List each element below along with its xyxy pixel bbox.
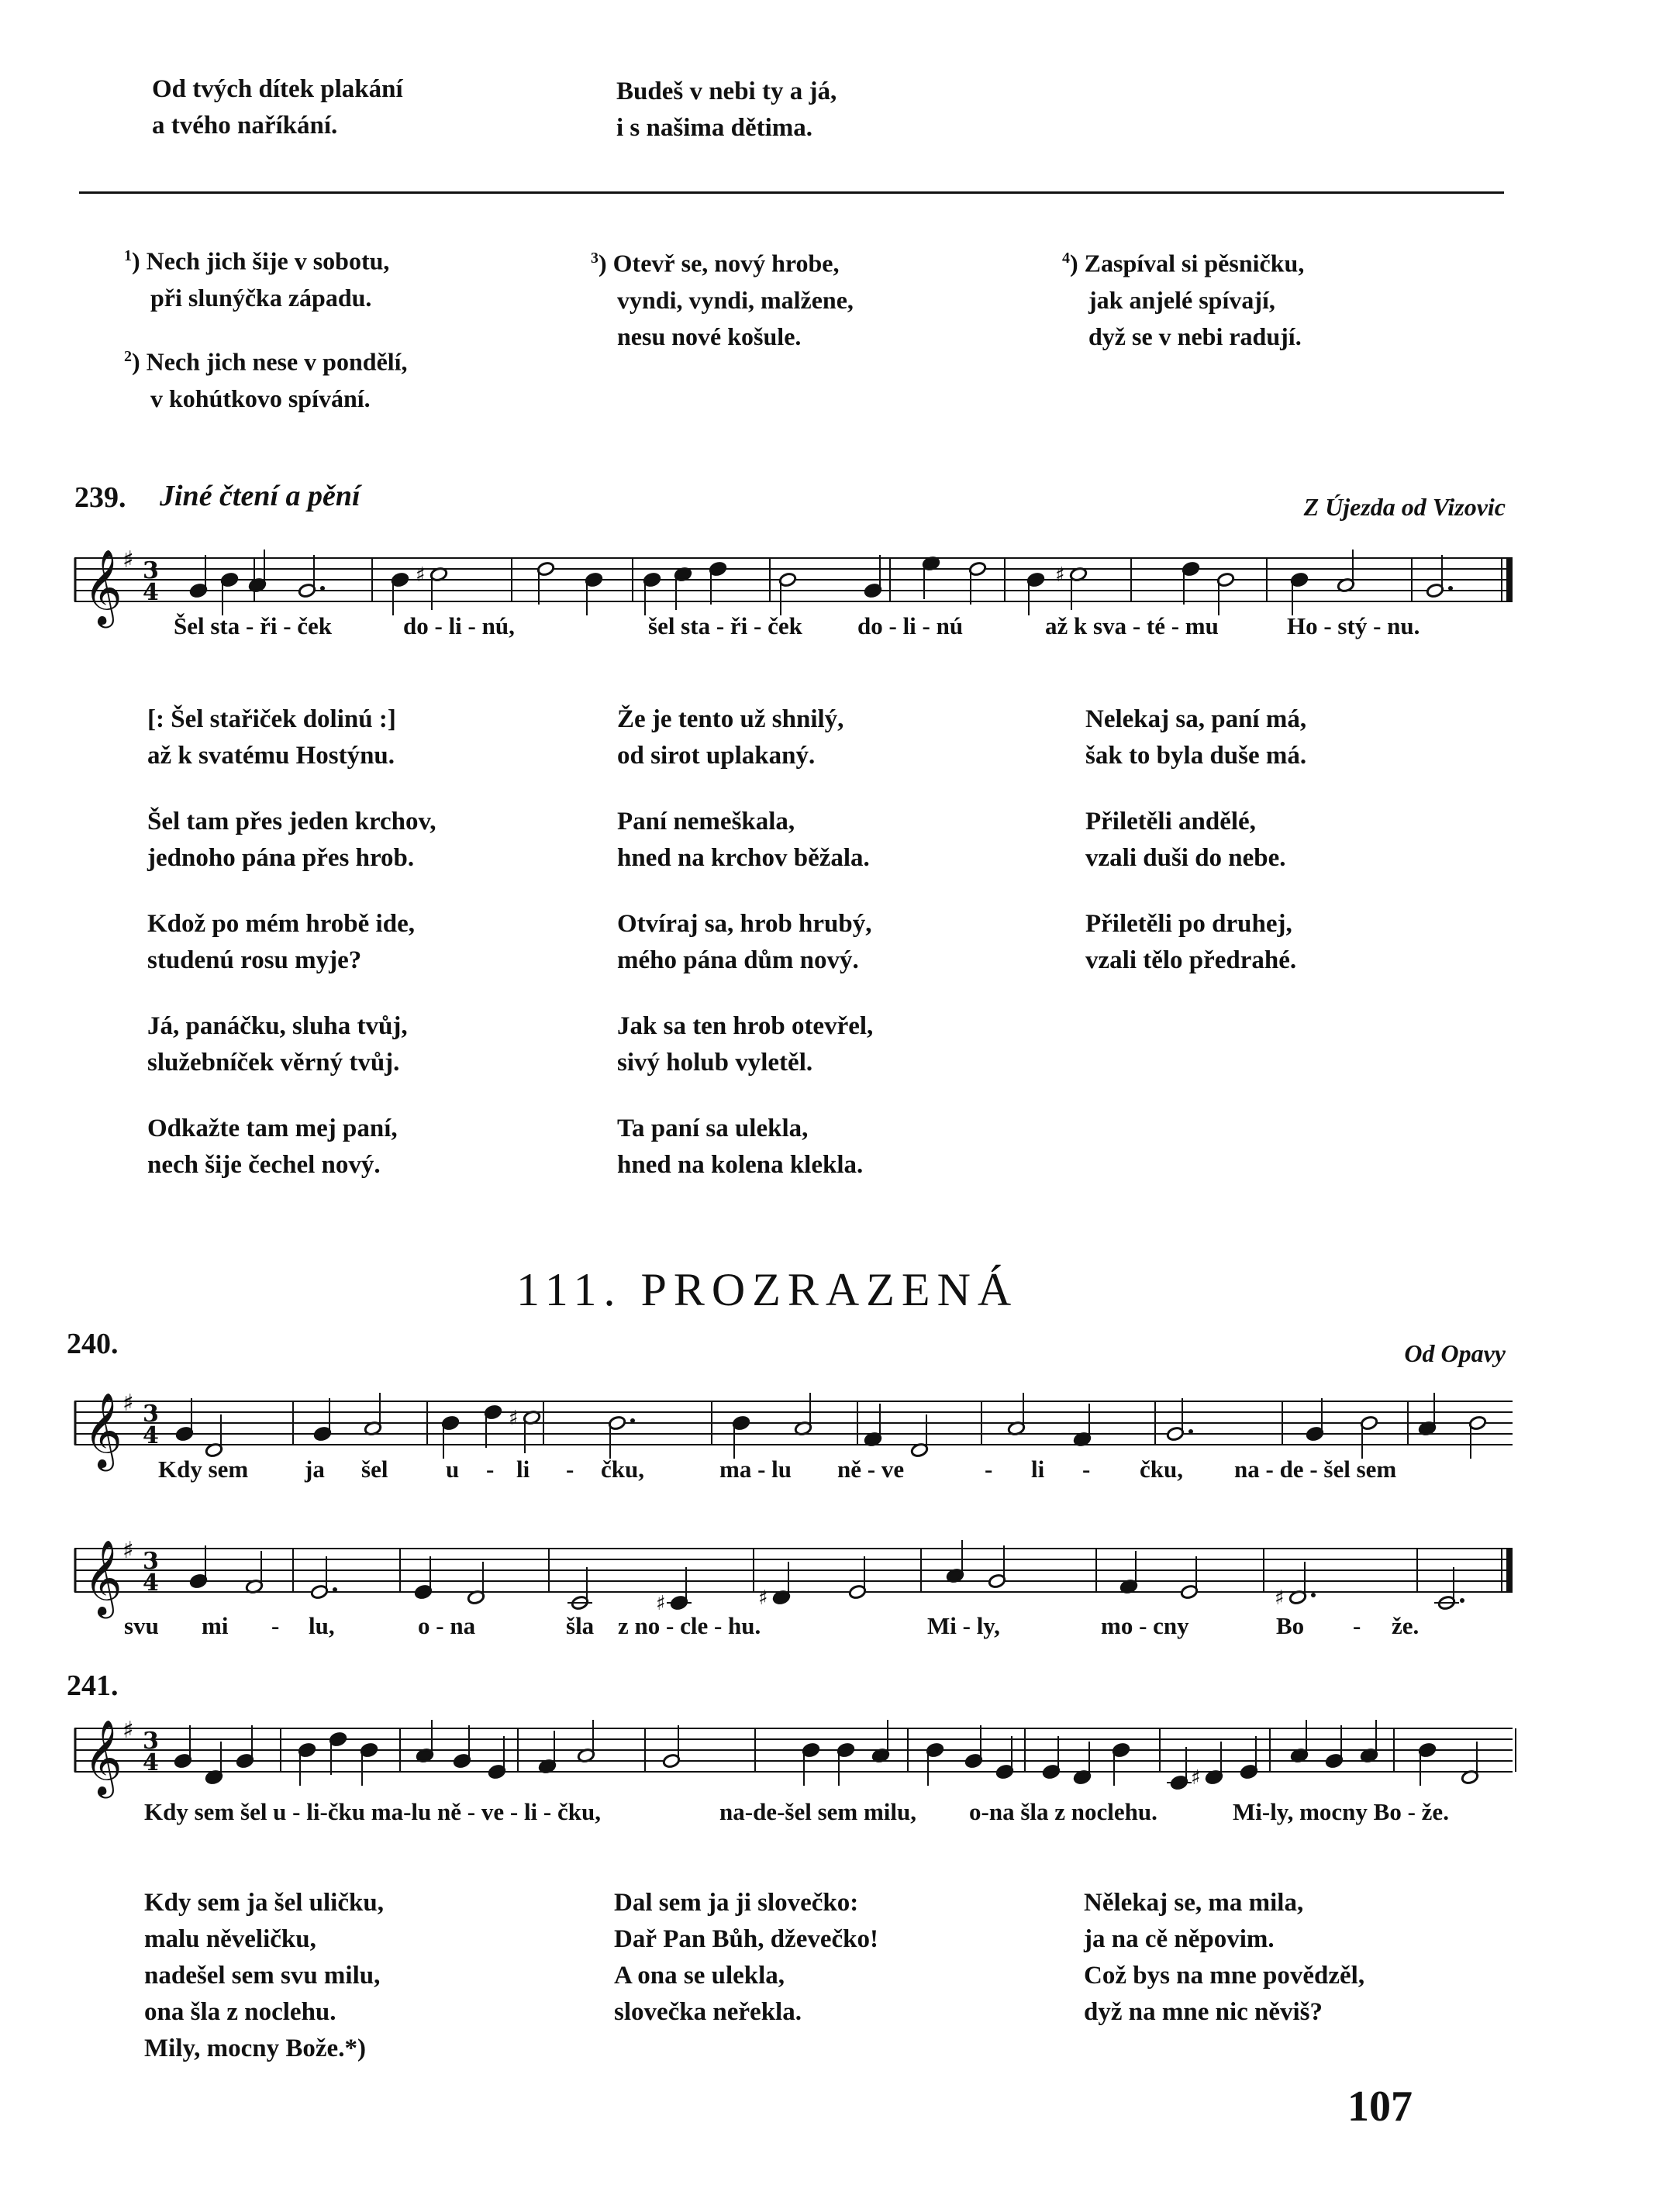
stanza-line: Dal sem ja ji slovečko:: [614, 1889, 859, 1917]
footnote-mark: 2: [124, 348, 132, 365]
stanza-241-3: [1084, 1885, 1364, 2031]
top-stanza-right: [616, 74, 837, 146]
sharp-icon: ♯: [122, 1537, 134, 1564]
section-title: 111. PROZRAZENÁ: [516, 1264, 1019, 1315]
dot: [320, 586, 325, 591]
stanza-line: studenú rosu myje?: [147, 946, 362, 974]
footnote-3: $^3$) Otevř se, nový hrobe, vyndi, vyndi, malžene, nesu nové košule.: [591, 240, 854, 355]
sharp-icon: ♯: [416, 563, 426, 587]
lyric-syllables: na-de-šel sem milu,: [719, 1798, 917, 1825]
stanza-line: nadešel sem svu milu,: [144, 1962, 381, 1990]
lyric-syllable: o - na: [418, 1612, 476, 1639]
sharp-icon: ♯: [1275, 1587, 1285, 1610]
lyric-syllable: čku,: [1140, 1456, 1183, 1483]
stanza-line: Odkažte tam mej paní,: [147, 1115, 398, 1142]
final-barline: [1506, 1549, 1513, 1592]
sharp-icon: ♯: [122, 1717, 134, 1744]
song-number: 239.: [74, 481, 126, 514]
stanza-241-2: [614, 1885, 878, 2031]
lyric-syllable: mo - cny: [1101, 1612, 1189, 1639]
lyric-syllable: li: [1031, 1456, 1045, 1483]
stanza-line: Což bys na mne povědzěl,: [1084, 1962, 1365, 1990]
footnote-line: Otevř se, nový hrobe,: [612, 249, 840, 277]
dot: [1311, 1593, 1316, 1597]
stanza-line: hned na kolena klekla.: [617, 1151, 864, 1179]
lyric-syllable: lu,: [309, 1612, 335, 1639]
lyric-syllable: -: [1353, 1612, 1361, 1639]
footnote-mark: 4: [1062, 250, 1070, 267]
time-signature-bottom: 4: [143, 1749, 159, 1776]
dot: [1460, 1598, 1464, 1603]
song-origin: Od Opavy: [1404, 1339, 1506, 1367]
lyric-syllables: Mi-ly, mocny Bo - že.: [1233, 1798, 1449, 1825]
lyric-syllable: Kdy sem: [158, 1456, 249, 1483]
stanza-line: Budeš v nebi ty a já,: [616, 78, 837, 105]
treble-clef-icon: 𝄞: [84, 1719, 122, 1795]
stanza-line: Já, panáčku, sluha tvůj,: [147, 1012, 408, 1040]
lyric-syllable: u: [446, 1456, 460, 1483]
stanza-line: vzali duši do nebe.: [1085, 844, 1286, 872]
lyric-syllables: o-na šla z noclehu.: [969, 1798, 1157, 1825]
stanza-line: od sirot uplakaný.: [617, 742, 816, 770]
time-signature-top: 3: [143, 1548, 159, 1575]
lyric-syllable: na - de - šel sem: [1234, 1456, 1397, 1483]
stanza-line: Kdož po mém hrobě ide,: [147, 910, 415, 938]
lyric-syllable: li: [516, 1456, 530, 1483]
stanza-line: Přiletěli po druhej,: [1085, 910, 1292, 938]
sharp-icon: ♯: [758, 1587, 768, 1610]
stanza-line: dyž na mne nic něviš?: [1084, 1998, 1323, 2026]
sharp-icon: ♯: [1191, 1766, 1201, 1790]
treble-clef-icon: 𝄞: [84, 549, 122, 625]
footnote-mark: 1: [124, 247, 132, 264]
stanza-line: Dař Pan Bůh, dževečko!: [614, 1925, 878, 1953]
stanza-line: sivý holub vyletěl.: [617, 1049, 813, 1077]
lyric-syllables: až k sva - té - mu: [1045, 612, 1219, 639]
time-signature-top: 3: [143, 557, 159, 584]
lyric-syllables: do - li - nú: [857, 612, 964, 639]
sharp-icon: ♯: [122, 1390, 134, 1417]
lyric-syllable: čku,: [601, 1456, 644, 1483]
music-staff-241: [74, 1713, 1513, 1798]
lyric-syllable: -: [566, 1456, 574, 1483]
stanza-line: A ona se ulekla,: [614, 1962, 785, 1990]
lyric-syllables: do - li - nú,: [403, 612, 515, 639]
dot: [1448, 586, 1453, 591]
stanza-line: mého pána dům nový.: [617, 946, 859, 974]
footnote-line: nesu nové košule.: [617, 322, 802, 350]
stanza-line: jednoho pána přes hrob.: [147, 844, 415, 872]
footnote-line: dyž se v nebi radují.: [1088, 322, 1302, 350]
time-signature-top: 3: [143, 1401, 159, 1428]
lyric-syllable: -: [1082, 1456, 1091, 1483]
stanza-line: malu něveličku,: [144, 1925, 316, 1953]
stanza-line: Šel tam přes jeden krchov,: [147, 808, 436, 836]
stanza-line: služebníček věrný tvůj.: [147, 1049, 400, 1077]
footnote-line: Zaspíval si pěsničku,: [1084, 249, 1305, 277]
stanza-line: Mily, mocny Bože.*): [144, 2035, 366, 2062]
lyric-syllable: že.: [1392, 1612, 1420, 1639]
lyric-syllable: šel: [361, 1456, 388, 1483]
stanza-line: vzali tělo předrahé.: [1085, 946, 1297, 974]
footnote-2: $^2$) Nech jich nese v pondělí, v kohútkovo spívání.: [124, 339, 408, 417]
stanza-line: Od tvých dítek plakání: [152, 75, 403, 103]
song-number: 240.: [67, 1328, 119, 1360]
lyric-syllable: -: [985, 1456, 993, 1483]
song-title: Jiné čtení a pění: [160, 480, 360, 512]
stanza-line: až k svatému Hostýnu.: [147, 742, 395, 770]
footnote-line: při slunýčka západu.: [150, 283, 372, 312]
sharp-icon: ♯: [1055, 563, 1065, 587]
lyric-syllable: ně - ve: [837, 1456, 905, 1483]
lyric-syllable: Mi - ly,: [927, 1612, 1000, 1639]
footnote-line: v kohútkovo spívání.: [150, 384, 371, 412]
stanza-line: [: Šel stařiček dolinú :]: [147, 705, 396, 733]
lyric-syllables: Šel sta - ři - ček: [174, 612, 333, 639]
time-signature-top: 3: [143, 1728, 159, 1755]
stanza-line: Nělekaj se, ma mila,: [1084, 1889, 1304, 1917]
footnote-1: $^1$) Nech jich šije v sobotu, při slunýčka západu.: [124, 238, 389, 316]
stanza-line: Že je tento už shnilý,: [617, 705, 844, 733]
lyric-syllable: svu: [124, 1612, 159, 1639]
stanza-line: ja na cě něpovim.: [1084, 1925, 1275, 1953]
stanza-line: a tvého naříkání.: [152, 112, 338, 140]
top-stanza-left: [152, 71, 403, 144]
time-signature-bottom: 4: [143, 1569, 159, 1597]
footnote-separator: [79, 191, 1504, 194]
stanza-line: i s našima dětima.: [616, 114, 813, 142]
stanza-line: hned na krchov běžala.: [617, 844, 870, 872]
lyric-syllable: Bo: [1276, 1612, 1305, 1639]
stanza-line: šak to byla duše má.: [1085, 742, 1307, 770]
stanza-column-3: [1085, 701, 1306, 979]
dot: [333, 1587, 337, 1592]
lyric-syllable: ja: [305, 1456, 325, 1483]
stanza-line: Kdy sem ja šel uličku,: [144, 1889, 384, 1917]
footnote-mark: 3: [591, 250, 599, 267]
footnote-line: jak anjelé spívají,: [1088, 285, 1275, 314]
footnote-line: Nech jich šije v sobotu,: [146, 246, 390, 275]
lyric-syllables: šel sta - ři - ček: [648, 612, 802, 639]
stanza-line: Otvíraj sa, hrob hrubý,: [617, 910, 872, 938]
sharp-icon: ♯: [122, 546, 134, 574]
music-staff-240-line2: [74, 1533, 1513, 1618]
lyric-syllable: mi: [202, 1612, 229, 1639]
stanza-line: Jak sa ten hrob otevřel,: [617, 1012, 874, 1040]
stanza-line: Nelekaj sa, paní má,: [1085, 705, 1307, 733]
page-number: 107: [1347, 2083, 1413, 2131]
stanza-column-1: [147, 701, 436, 1184]
stanza-line: ona šla z noclehu.: [144, 1998, 336, 2026]
lyric-syllables: Kdy sem šel u - li-čku ma-lu ně - ve - li - čku,: [144, 1798, 601, 1825]
sharp-icon: ♯: [509, 1407, 519, 1430]
song-number: 241.: [67, 1669, 119, 1702]
footnote-line: vyndi, vyndi, malžene,: [617, 285, 854, 314]
stanza-column-2: [617, 701, 873, 1184]
stanza-line: Přiletěli andělé,: [1085, 808, 1256, 836]
sharp-icon: ♯: [656, 1592, 666, 1615]
lyric-syllables: Ho - stý - nu.: [1287, 612, 1420, 639]
stanza-line: Ta paní sa ulekla,: [617, 1115, 809, 1142]
time-signature-bottom: 4: [143, 579, 159, 606]
lyric-syllable: šla: [566, 1612, 595, 1639]
time-signature-bottom: 4: [143, 1422, 159, 1449]
dot: [630, 1418, 635, 1423]
footnote-line: Nech jich nese v pondělí,: [146, 347, 408, 376]
dot: [1188, 1429, 1193, 1434]
lyric-syllable: ma - lu: [719, 1456, 792, 1483]
song-origin: Z Újezda od Vizovic: [1303, 493, 1506, 521]
stanza-line: slovečka neřekla.: [614, 1998, 802, 2026]
lyric-syllable: z no - cle - hu.: [618, 1612, 761, 1639]
stanza-241-1: [144, 1885, 384, 2067]
lyric-syllable: -: [486, 1456, 495, 1483]
final-barline: [1506, 558, 1513, 601]
stanza-line: nech šije čechel nový.: [147, 1151, 381, 1179]
treble-clef-icon: 𝄞: [84, 1539, 122, 1615]
lyric-syllable: -: [271, 1612, 280, 1639]
footnote-4: $^4$) Zaspíval si pěsničku, jak anjelé spívají, dyž se v nebi radují.: [1062, 240, 1304, 355]
stanza-line: Paní nemeškala,: [617, 808, 795, 836]
treble-clef-icon: 𝄞: [84, 1392, 122, 1468]
